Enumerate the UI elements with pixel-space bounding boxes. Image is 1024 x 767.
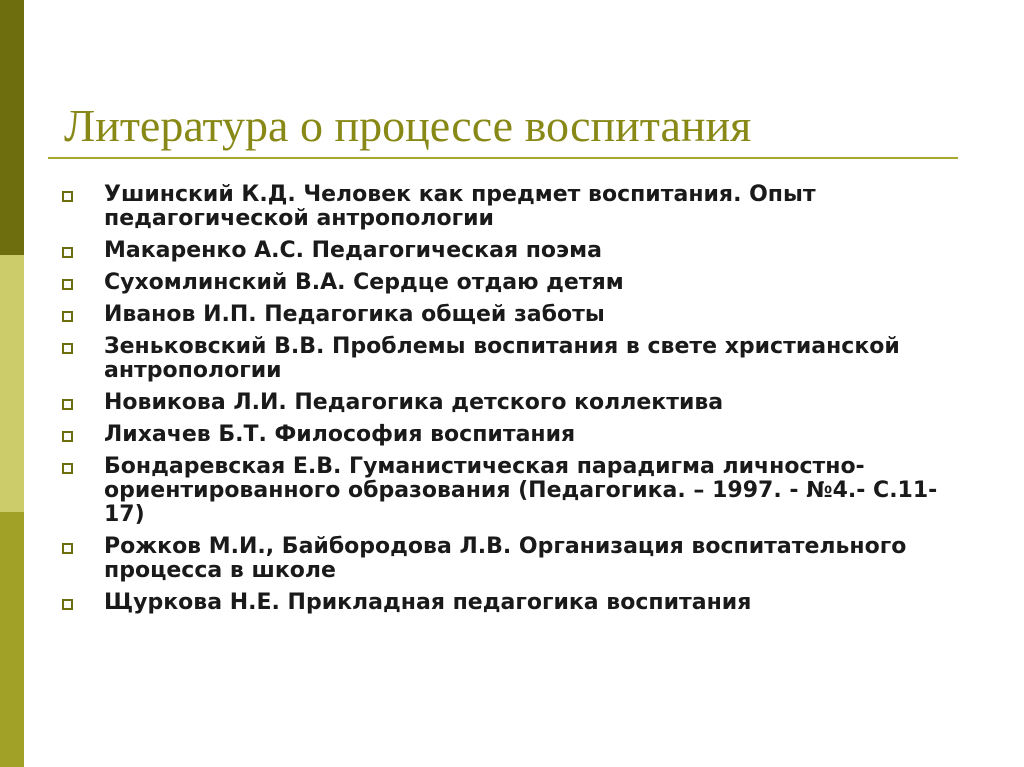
list-item-text: Макаренко А.С. Педагогическая поэма	[104, 238, 602, 263]
square-bullet-icon	[62, 311, 73, 322]
list-item-text: Рожков М.И., Байбородова Л.В. Организация воспитательного процесса в школе	[104, 534, 907, 583]
list-item	[62, 455, 962, 527]
bibliography-list	[62, 183, 962, 623]
list-item	[62, 423, 962, 447]
square-bullet-icon	[62, 399, 73, 410]
list-item-text: Лихачев Б.Т. Философия воспитания	[104, 422, 576, 447]
slide-title: Литература о процессе воспитания	[64, 100, 752, 151]
list-item	[62, 271, 962, 295]
list-item-text: Бондаревская Е.В. Гуманистическая парадигма личностно-ориентированного образования (Педагогика. – 1997. - №4.- С.11-17)	[104, 454, 938, 527]
list-item	[62, 335, 962, 383]
list-item	[62, 535, 962, 583]
side-bar-bottom-segment	[0, 512, 24, 767]
list-item-text: Ушинский К.Д. Человек как предмет воспитания. Опыт педагогической антропологии	[104, 182, 816, 231]
list-item	[62, 239, 962, 263]
list-item-text: Новикова Л.И. Педагогика детского коллектива	[104, 390, 724, 415]
square-bullet-icon	[62, 247, 73, 258]
square-bullet-icon	[62, 543, 73, 554]
list-item	[62, 391, 962, 415]
list-item-text: Сухомлинский В.А. Сердце отдаю детям	[104, 270, 624, 295]
square-bullet-icon	[62, 463, 73, 474]
side-bar-middle-segment	[0, 255, 24, 512]
square-bullet-icon	[62, 431, 73, 442]
list-item-text: Щуркова Н.Е. Прикладная педагогика воспитания	[104, 590, 752, 615]
title-divider	[48, 157, 958, 159]
list-item	[62, 303, 962, 327]
list-item-text: Иванов И.П. Педагогика общей заботы	[104, 302, 605, 327]
list-item-text: Зеньковский В.В. Проблемы воспитания в свете христианской антропологии	[104, 334, 900, 383]
square-bullet-icon	[62, 279, 73, 290]
square-bullet-icon	[62, 599, 73, 610]
list-item	[62, 183, 962, 231]
square-bullet-icon	[62, 191, 73, 202]
side-bar-top-segment	[0, 0, 24, 255]
square-bullet-icon	[62, 343, 73, 354]
list-item	[62, 591, 962, 615]
